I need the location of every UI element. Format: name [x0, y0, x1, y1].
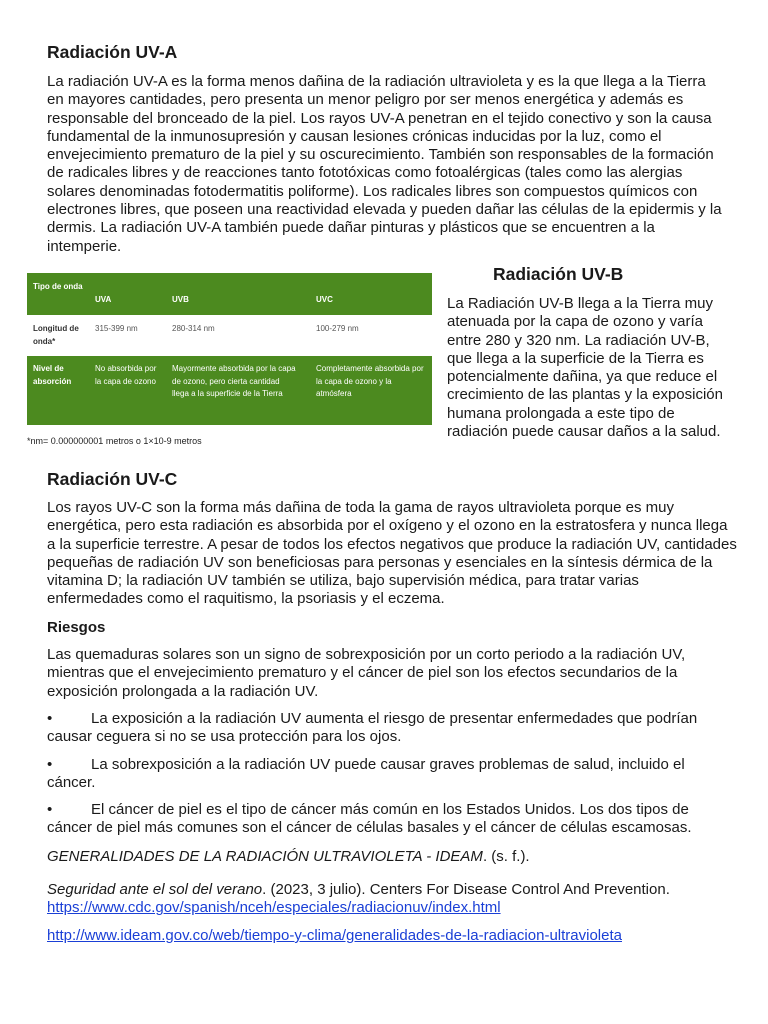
- absorption-label: Nivel de absorción: [33, 364, 72, 386]
- bullet-icon: •: [47, 801, 53, 818]
- header-uva: UVA: [95, 295, 112, 304]
- list-item: [47, 756, 737, 793]
- uva-heading: Radiación UV-A: [47, 42, 178, 62]
- uvb-paragraph: La Radiación UV-B llega a la Tierra muy atenuada por la capa de ozono y varía entre 280 y 320 nm. La radiación UV-B, que llega a la superficie de la Tierra es potencialmente dañina, ya que reduce el crecimiento de las plantas y la exposición humana prolongada a este tipo de radiación puede causar daños a la salud.: [447, 295, 723, 441]
- reference-cdc: [47, 881, 737, 918]
- list-item-text: La sobrexposición a la radiación UV puede causar graves problemas de salud, incluido el cáncer.: [47, 756, 685, 792]
- uvc-paragraph: Los rayos UV-C son la forma más dañina de toda la gama de rayos ultravioleta porque es muy energética, pero esta radiación es absorbida por el oxígeno y el ozono en la estratosfera y nunca llega a la superficie terrestre. A pesar de todos los efectos negativos que produce la radiación UV, cantidades pequeñas de radiación UV son beneficiosas para personas y esenciales en la síntesis dérmica de la vitamina D; la radiación UV también se utiliza, bajo supervisión médica, para tratar varias enfermedades como el raquitismo, la psoriasis y el eczema.: [47, 499, 737, 608]
- header-label: Tipo de onda: [33, 282, 83, 291]
- table-absorption-row: [27, 356, 432, 425]
- reference-detail: . (s. f.).: [482, 848, 530, 865]
- riesgos-heading: Riesgos: [47, 619, 106, 636]
- reference-ideam: [47, 848, 530, 866]
- header-uvb: UVB: [172, 295, 189, 304]
- wavelength-label: Longitud de onda*: [33, 324, 79, 346]
- ideam-link[interactable]: http://www.ideam.gov.co/web/tiempo-y-clima/generalidades-de-la-radiacion-ultravioleta: [47, 927, 622, 944]
- absorption-uva: No absorbida por la capa de ozono: [95, 364, 157, 386]
- list-item-text: El cáncer de piel es el tipo de cáncer más común en los Estados Unidos. Los dos tipos de cáncer de piel más comunes son el cáncer de células basales y el cáncer de células escamosas.: [47, 801, 692, 837]
- header-uvc: UVC: [316, 295, 333, 304]
- table-wavelength-row: [27, 315, 432, 356]
- wavelength-uva: 315-399 nm: [95, 324, 138, 333]
- reference-title: Seguridad ante el sol del verano: [47, 881, 263, 898]
- table-footnote: *nm= 0.000000001 metros o 1×10-9 metros: [27, 436, 202, 446]
- wavelength-uvc: 100-279 nm: [316, 324, 359, 333]
- absorption-uvb: Mayormente absorbida por la capa de ozono, pero cierta cantidad llega a la superficie de la Tierra: [172, 364, 296, 398]
- reference-title: GENERALIDADES DE LA RADIACIÓN ULTRAVIOLETA - IDEAM: [47, 848, 483, 865]
- uva-paragraph: La radiación UV-A es la forma menos dañina de la radiación ultravioleta y es la que llega a la Tierra en mayores cantidades, pero presenta un menor peligro por ser menos energética y además es responsable del bronceado de la piel. Los rayos UV-A penetran en el tejido conectivo y son la causa fundamental de la inmunosupresión y causan lesiones crónicas inducidas por la luz, como el envejecimiento prematuro de la piel y su oscurecimiento. También son responsables de la formación de radicales libres y de reacciones tanto fototóxicas como fotoalérgicas (tales como las alergias solares denominadas fotodermatitis poliforme). Los radicales libres son compuestos químicos con electrones libres, que poseen una reactividad elevada y pueden dañar las células de la epidermis y la dermis. La radiación UV-A también puede dañar pinturas y plásticos que se encuentren a la intemperie.: [47, 73, 722, 255]
- list-item: [47, 801, 737, 838]
- list-item-text: La exposición a la radiación UV aumenta el riesgo de presentar enfermedades que podrían causar ceguera si no se usa protección para los ojos.: [47, 710, 698, 746]
- uv-radiation-table: [27, 273, 432, 425]
- bullet-icon: •: [47, 710, 53, 727]
- riesgos-paragraph: Las quemaduras solares son un signo de sobrexposición por un corto periodo a la radiación UV, mientras que el envejecimiento prematuro y el cáncer de piel son los efectos secundarios de la exposición prolongada a la radiación UV.: [47, 646, 686, 700]
- absorption-uvc: Completamente absorbida por la capa de ozono y la atmósfera: [316, 364, 424, 398]
- uvb-heading: Radiación UV-B: [493, 264, 624, 284]
- uvc-heading: Radiación UV-C: [47, 469, 178, 489]
- wavelength-uvb: 280-314 nm: [172, 324, 215, 333]
- cdc-link[interactable]: https://www.cdc.gov/spanish/nceh/especiales/radiacionuv/index.html: [47, 899, 501, 917]
- table-header-row: [27, 273, 432, 315]
- bullet-icon: •: [47, 756, 53, 773]
- reference-ideam-url: [47, 927, 622, 945]
- reference-detail: . (2023, 3 julio). Centers For Disease Control And Prevention.: [262, 881, 670, 898]
- list-item: [47, 710, 737, 747]
